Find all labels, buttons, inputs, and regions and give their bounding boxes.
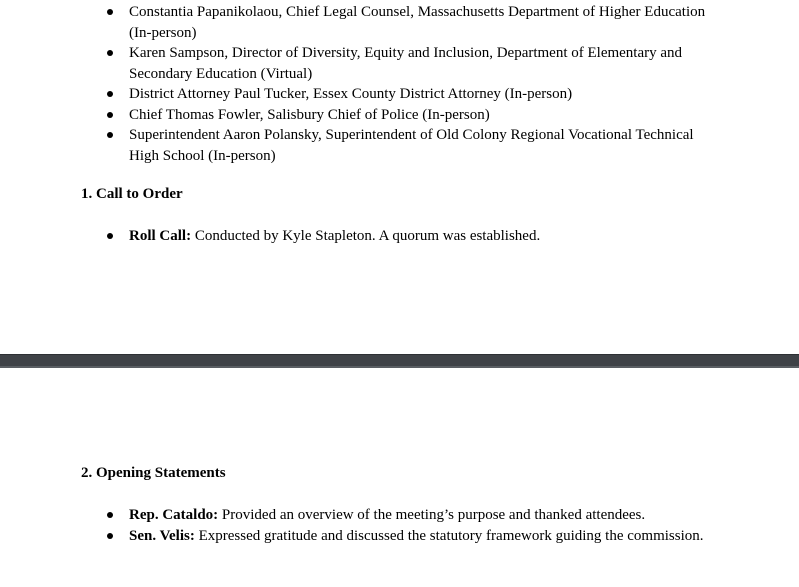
call-to-order-list bbox=[0, 226, 799, 247]
list-item bbox=[0, 226, 799, 247]
list-item: District Attorney Paul Tucker, Essex County District Attorney (In-person) bbox=[0, 84, 799, 105]
document-page-bottom bbox=[0, 368, 799, 587]
list-item: Karen Sampson, Director of Diversity, Equity and Inclusion, Department of Elementary and Secondary Education (Virtual) bbox=[0, 43, 799, 84]
section-heading-opening-statements: 2. Opening Statements bbox=[81, 465, 226, 481]
list-item: Chief Thomas Fowler, Salisbury Chief of Police (In-person) bbox=[0, 105, 799, 126]
list-item: Constantia Papanikolaou, Chief Legal Counsel, Massachusetts Department of Higher Education (In-person) bbox=[0, 2, 799, 43]
list-item bbox=[0, 526, 799, 547]
item-label: Rep. Cataldo: bbox=[129, 507, 219, 523]
list-item bbox=[0, 505, 799, 526]
item-text: Provided an overview of the meeting’s purpose and thanked attendees. bbox=[218, 507, 646, 523]
opening-statements-list bbox=[0, 505, 799, 546]
attendee-list bbox=[0, 2, 799, 166]
section-heading-call-to-order: 1. Call to Order bbox=[81, 186, 183, 202]
item-label: Roll Call: bbox=[129, 228, 192, 244]
item-label: Sen. Velis: bbox=[129, 527, 195, 544]
item-text: Conducted by Kyle Stapleton. A quorum was established. bbox=[191, 228, 541, 244]
list-item: Superintendent Aaron Polansky, Superintendent of Old Colony Regional Vocational Technical High School (In-person) bbox=[0, 125, 799, 166]
item-text: Expressed gratitude and discussed the statutory framework guiding the commission. bbox=[194, 527, 704, 544]
page-separator bbox=[0, 354, 799, 369]
